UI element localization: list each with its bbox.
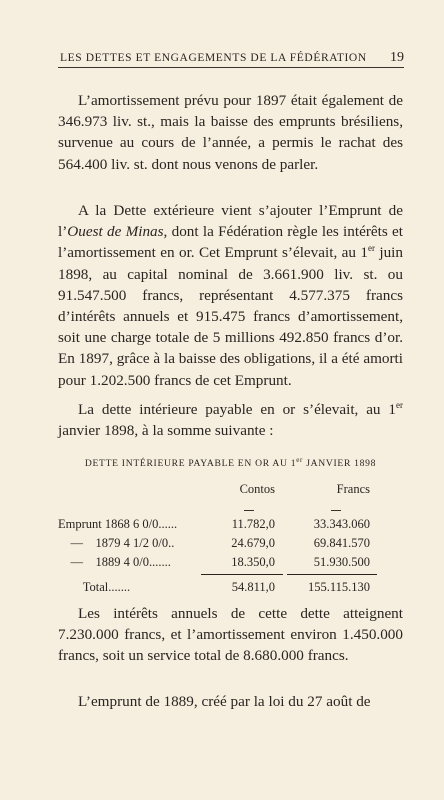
column-header-francs: Francs	[336, 482, 370, 496]
header-rule	[58, 67, 404, 68]
text-span: La dette intérieure payable en or s’élevait, au 1	[78, 401, 396, 418]
table-row	[58, 536, 403, 555]
text-span: , dont la Fédération règle les intérêts et l’amortissement en or. Cet Emprunt s’élevait, au 1	[58, 223, 403, 262]
column-header-contos: Contos	[239, 482, 275, 496]
debt-table	[58, 482, 403, 599]
cell-francs: 33.343.060	[313, 517, 370, 531]
sum-rule	[287, 574, 377, 575]
running-header	[60, 50, 404, 66]
paragraph-ouest-de-minas	[58, 200, 403, 391]
paragraph-emprunt-1889: L’emprunt de 1889, créé par la loi du 27 août de	[78, 693, 371, 710]
italic-text: Ouest de Minas	[67, 223, 164, 241]
paragraph-interets: Les intérêts annuels de cette dette atteignent 7.230.000 francs, et l’amortissement environ 1.450.000 francs, soit un service total de 8.680.000 francs.	[58, 605, 403, 665]
dash-mark	[244, 510, 254, 511]
text-span: juin 1898, au capital nominal de 3.661.900 liv. st. ou 91.547.500 francs, représentant 4.577.375 francs d’intérêts annuels et 915.475 francs d’amortissement, soit une charge totale de 5 millions 492.850 francs d’or. En 1897, grâce à la baisse des obligations, il a été amorti pour 1.202.500 francs de cet Emprunt.	[58, 244, 403, 389]
cell-contos: 24.679,0	[231, 536, 275, 550]
text-span: A la Dette extérieure vient s’ajouter l’Emprunt de l’	[58, 202, 403, 241]
cell-contos: 11.782,0	[231, 517, 275, 531]
total-francs: 155.115.130	[307, 580, 370, 594]
text-span: DETTE INTÉRIEURE PAYABLE EN OR AU 1	[84, 458, 297, 469]
superscript: er	[396, 399, 403, 410]
cell-francs: 69.841.570	[313, 536, 370, 550]
text-span: JANVIER 1898	[303, 458, 377, 469]
header-title: LES DETTES ET ENGAGEMENTS DE LA FÉDÉRATION	[60, 52, 367, 64]
page-number: 19	[390, 50, 404, 65]
total-contos: 54.811,0	[231, 580, 275, 594]
dash-mark	[331, 510, 341, 511]
table-row	[58, 555, 403, 574]
table-total-row	[58, 580, 403, 599]
paragraph-dette-interieure	[58, 399, 403, 441]
superscript: er	[367, 243, 375, 254]
paragraph-amortissement: L’amortissement prévu pour 1897 était également de 346.973 liv. st., mais la baisse des emprunts brésiliens, survenue au cours de l’année, a permis le rachat des 564.400 liv. st. dont nous venons de parler.	[58, 92, 403, 173]
table-title	[58, 455, 403, 469]
header-dash-row	[58, 501, 403, 517]
cell-francs: 51.930.500	[313, 555, 370, 569]
row-label: Emprunt 1868 6 0/0......	[58, 517, 178, 531]
row-label: — 1879 4 1/2 0/0..	[58, 536, 175, 550]
total-label: Total.......	[58, 580, 131, 594]
table-row	[58, 517, 403, 536]
cell-contos: 18.350,0	[231, 555, 275, 569]
table-header-row	[58, 482, 403, 501]
row-label: — 1889 4 0/0.......	[58, 555, 171, 569]
sum-rule	[201, 574, 283, 575]
superscript: er	[296, 455, 304, 464]
text-span: janvier 1898, à la somme suivante :	[58, 422, 274, 440]
